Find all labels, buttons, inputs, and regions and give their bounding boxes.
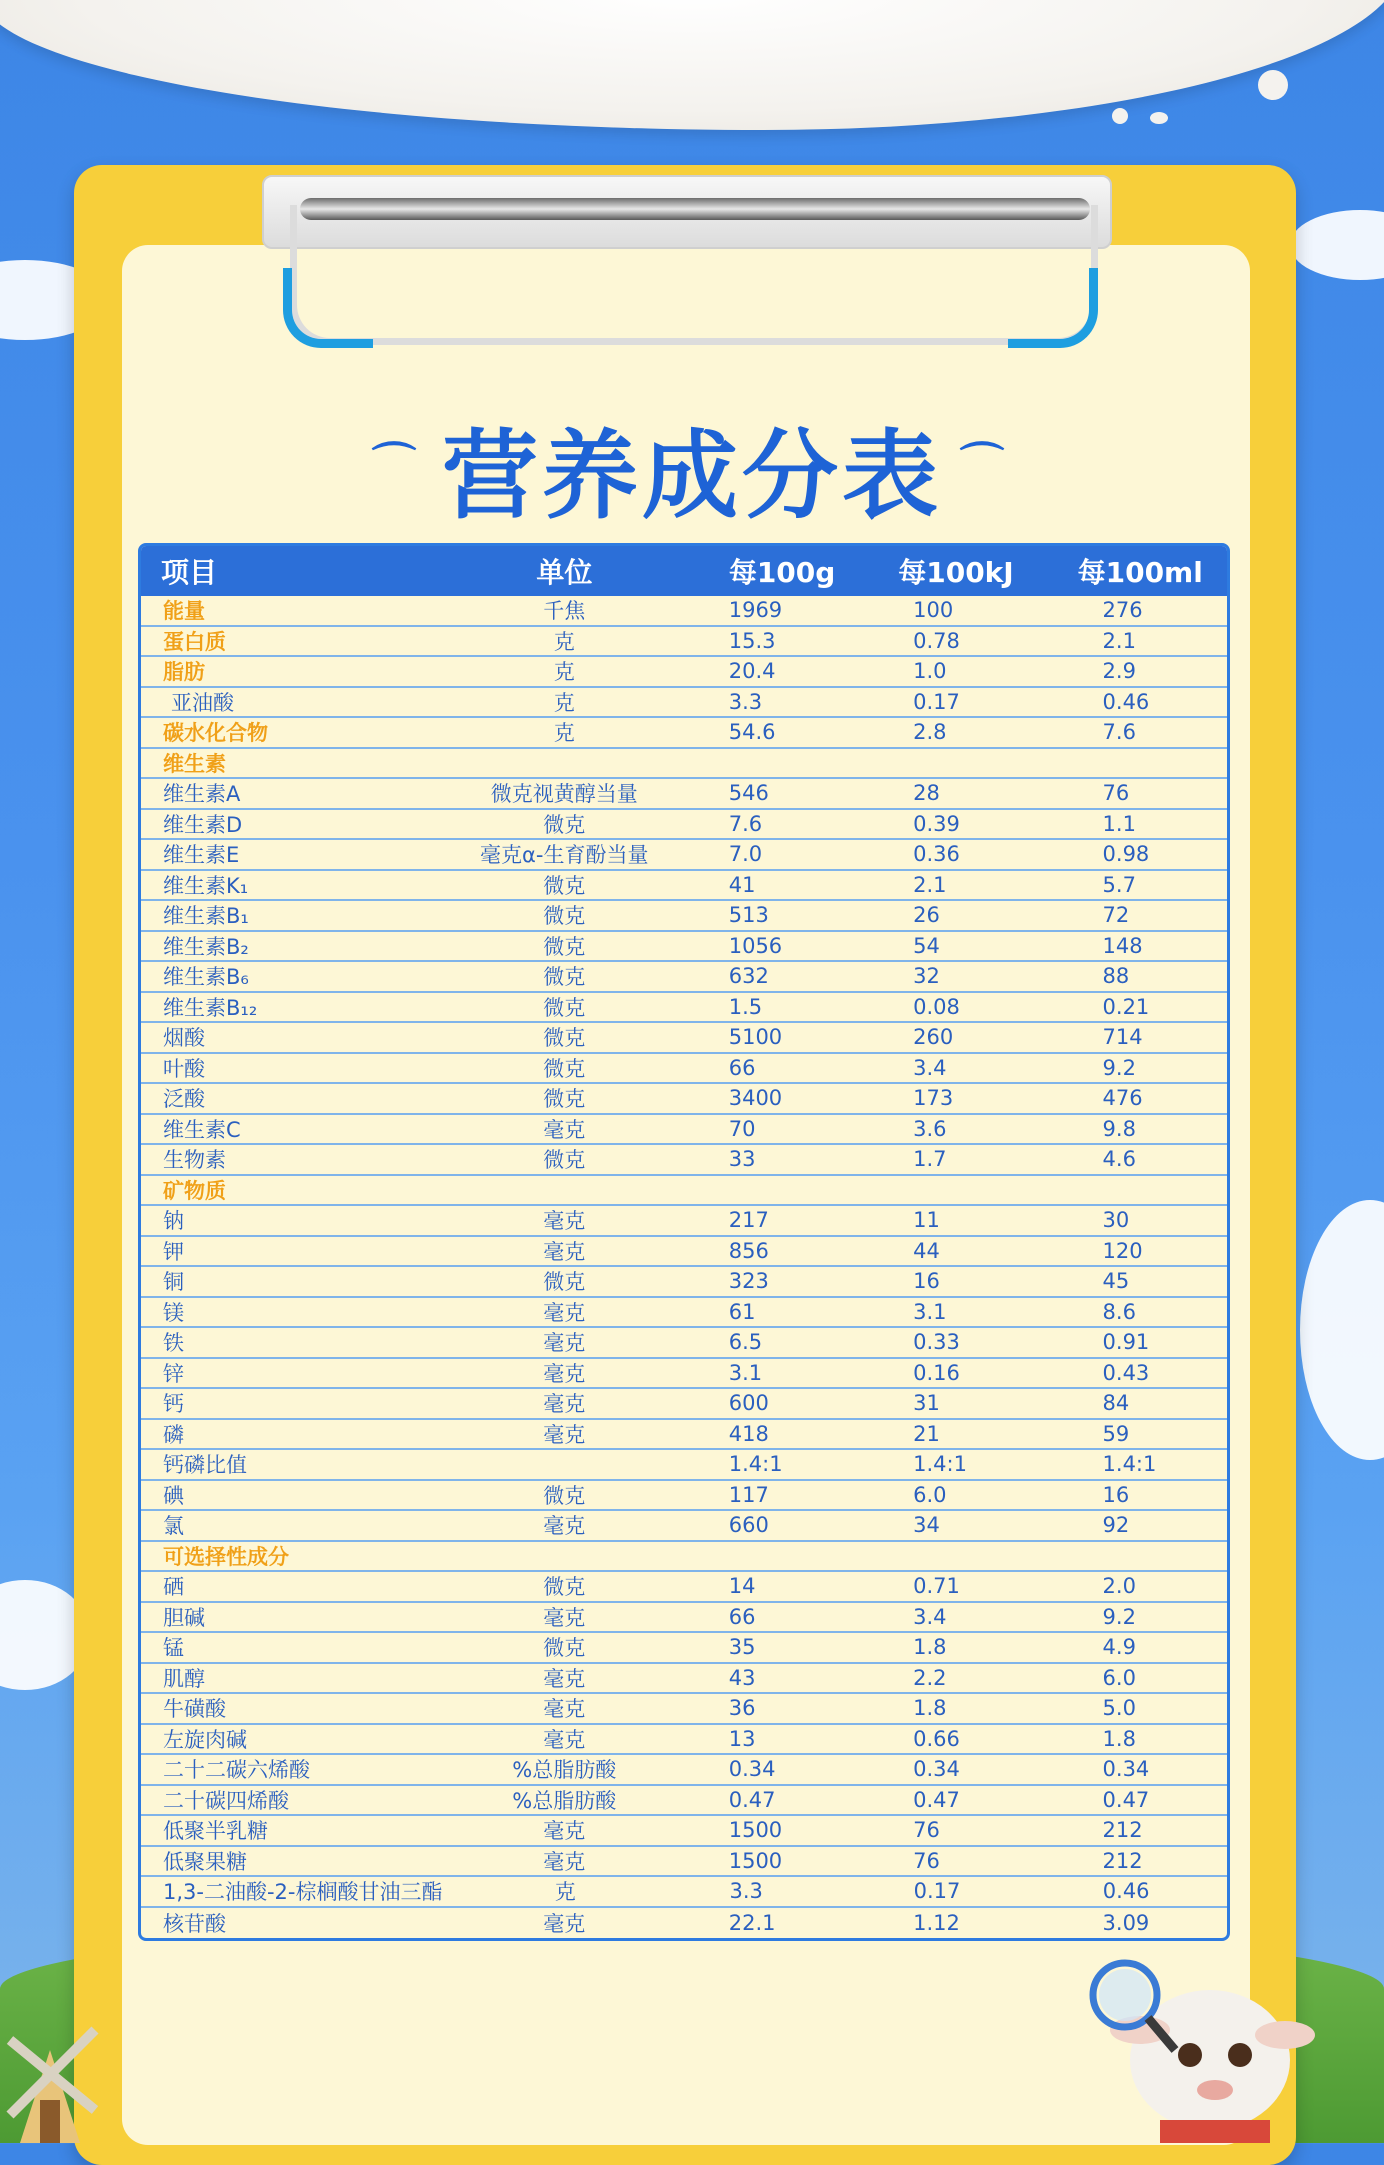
row-per100g: 33 — [728, 1147, 756, 1172]
row-item-name: 碳水化合物 — [163, 721, 268, 746]
row-item-name: 磷 — [163, 1422, 184, 1447]
row-per100ml: 3.09 — [1102, 1910, 1150, 1935]
row-unit: 毫克 — [543, 1727, 586, 1752]
row-per100ml: 1.8 — [1102, 1726, 1136, 1751]
milk-splash — [0, 0, 1384, 130]
table-row — [141, 871, 1227, 902]
row-per100kj: 16 — [913, 1269, 940, 1294]
row-per100g: 1056 — [728, 933, 783, 958]
milk-drop — [1258, 70, 1288, 100]
row-per100g: 632 — [728, 964, 769, 989]
row-per100g: 1500 — [728, 1848, 783, 1873]
table-row — [141, 1206, 1227, 1237]
row-unit: 毫克 — [543, 1331, 586, 1356]
table-row — [141, 688, 1227, 719]
row-per100kj: 54 — [913, 933, 940, 958]
row-per100kj: 0.08 — [913, 994, 960, 1019]
table-row — [141, 993, 1227, 1024]
table-row — [141, 932, 1227, 963]
row-per100ml: 9.8 — [1102, 1116, 1136, 1141]
row-per100ml: 72 — [1102, 903, 1130, 928]
row-item-name: 镁 — [163, 1300, 184, 1325]
row-unit: 毫克 — [543, 1697, 586, 1722]
row-per100ml: 212 — [1102, 1848, 1143, 1873]
row-item-name: 左旋肉碱 — [163, 1727, 247, 1752]
table-row — [141, 627, 1227, 658]
table-row — [141, 1725, 1227, 1756]
row-unit: 毫克 — [543, 1361, 586, 1386]
row-item-name: 核苷酸 — [163, 1911, 226, 1936]
row-per100kj: 1.12 — [913, 1910, 960, 1935]
row-per100kj: 28 — [913, 781, 940, 806]
table-row — [141, 1755, 1227, 1786]
row-per100g: 66 — [728, 1604, 756, 1629]
row-item-name: 低聚果糖 — [163, 1849, 247, 1874]
table-row — [141, 810, 1227, 841]
row-unit: 毫克 — [543, 1514, 586, 1539]
table-row — [141, 1359, 1227, 1390]
row-per100ml: 276 — [1102, 598, 1143, 623]
row-per100kj: 0.16 — [913, 1360, 960, 1385]
row-item-name: 可选择性成分 — [163, 1544, 289, 1569]
row-unit: 克 — [553, 690, 575, 715]
lamb-mascot-icon — [1080, 1940, 1320, 2143]
table-row — [141, 1603, 1227, 1634]
row-unit: 微克 — [543, 904, 586, 929]
row-per100g: 0.34 — [728, 1757, 776, 1782]
row-item-name: 1,3-二油酸-2-棕榈酸甘油三酯 — [163, 1880, 443, 1905]
row-item-name: 碘 — [163, 1483, 184, 1508]
row-per100g: 3.3 — [728, 689, 763, 714]
row-per100g: 0.47 — [728, 1787, 776, 1812]
row-item-name: 维生素B₁ — [163, 904, 249, 929]
table-row — [141, 1115, 1227, 1146]
row-item-name: 钙 — [163, 1392, 184, 1417]
row-per100g: 3.3 — [729, 1879, 763, 1904]
row-per100kj: 21 — [913, 1421, 940, 1446]
row-per100ml: 84 — [1102, 1391, 1130, 1416]
row-per100g: 217 — [728, 1208, 769, 1233]
row-unit: 毫克 — [543, 1392, 586, 1417]
row-item-name: 钾 — [163, 1239, 184, 1264]
row-unit: 微克 — [543, 1270, 586, 1295]
row-unit: 克 — [553, 660, 575, 685]
row-item-name: 维生素D — [163, 812, 243, 837]
row-item-name: 二十二碳六烯酸 — [163, 1758, 310, 1783]
table-row — [141, 1176, 1227, 1207]
row-per100ml: 0.34 — [1102, 1757, 1150, 1782]
row-per100kj: 2.2 — [913, 1665, 947, 1690]
row-unit: 微克 — [543, 995, 586, 1020]
row-per100g: 41 — [728, 872, 756, 897]
table-row — [141, 749, 1227, 780]
col-header-item: 项目 — [161, 556, 218, 589]
table-row — [141, 901, 1227, 932]
table-row — [141, 1267, 1227, 1298]
table-row — [141, 1694, 1227, 1725]
row-per100ml: 6.0 — [1102, 1665, 1136, 1690]
row-per100kj: 1.8 — [913, 1635, 947, 1660]
row-per100ml: 120 — [1102, 1238, 1143, 1263]
table-row — [141, 1847, 1227, 1878]
row-per100kj: 100 — [913, 598, 954, 623]
row-per100ml: 0.98 — [1102, 842, 1150, 867]
row-item-name: 铁 — [163, 1331, 184, 1356]
clip-wire — [290, 205, 1098, 345]
table-row — [141, 1389, 1227, 1420]
row-per100kj: 0.36 — [913, 842, 960, 867]
row-unit: 微克 — [543, 965, 586, 990]
table-row — [141, 1237, 1227, 1268]
table-row — [141, 1481, 1227, 1512]
row-item-name: 钠 — [163, 1209, 184, 1234]
row-per100ml: 7.6 — [1102, 720, 1136, 745]
row-per100ml: 9.2 — [1102, 1604, 1136, 1629]
row-unit: 微克 — [543, 873, 586, 898]
row-per100g: 14 — [728, 1574, 756, 1599]
table-row — [141, 1572, 1227, 1603]
table-row — [141, 1054, 1227, 1085]
row-item-name: 叶酸 — [163, 1056, 205, 1081]
row-per100g: 1.4:1 — [728, 1452, 783, 1477]
row-unit: 毫克 — [543, 1117, 586, 1142]
row-unit: 克 — [553, 629, 575, 654]
table-row — [141, 1084, 1227, 1115]
row-item-name: 亚油酸 — [171, 690, 234, 715]
row-per100kj: 2.8 — [913, 720, 947, 745]
row-item-name: 维生素A — [163, 782, 241, 807]
row-per100kj: 0.78 — [913, 628, 960, 653]
table-row — [141, 962, 1227, 993]
table-row — [141, 1450, 1227, 1481]
row-per100kj: 1.8 — [913, 1696, 947, 1721]
row-per100kj: 76 — [913, 1818, 940, 1843]
table-row — [141, 1328, 1227, 1359]
row-per100ml: 92 — [1102, 1513, 1130, 1538]
row-unit: 微克 — [543, 1636, 586, 1661]
table-row — [141, 1633, 1227, 1664]
row-unit: 微克 — [543, 1087, 586, 1112]
nutrition-table — [138, 543, 1230, 1941]
row-per100ml: 2.0 — [1102, 1574, 1136, 1599]
row-unit: 克 — [553, 721, 575, 746]
row-item-name: 锰 — [163, 1636, 184, 1661]
col-header-per100g: 每100g — [728, 556, 836, 589]
row-per100ml: 59 — [1102, 1421, 1130, 1446]
row-per100ml: 4.6 — [1102, 1147, 1136, 1172]
row-unit: 微克 — [543, 1483, 586, 1508]
row-per100kj: 0.17 — [913, 689, 960, 714]
row-item-name: 低聚半乳糖 — [163, 1819, 268, 1844]
row-per100ml: 30 — [1102, 1208, 1130, 1233]
row-item-name: 能量 — [163, 599, 205, 624]
row-per100g: 20.4 — [728, 659, 776, 684]
row-unit: 毫克 — [543, 1239, 586, 1264]
row-unit: 微克 — [543, 1148, 586, 1173]
clip-end-left — [283, 268, 373, 348]
splash-right-icon: ⌒ — [960, 439, 1004, 490]
row-per100ml: 4.9 — [1102, 1635, 1136, 1660]
table-row — [141, 1298, 1227, 1329]
row-per100ml: 1.4:1 — [1102, 1452, 1157, 1477]
row-item-name: 烟酸 — [163, 1026, 205, 1051]
row-item-name: 维生素C — [163, 1117, 241, 1142]
table-row — [141, 1511, 1227, 1542]
row-per100kj: 3.6 — [913, 1116, 947, 1141]
row-per100g: 61 — [728, 1299, 756, 1324]
row-per100ml: 2.1 — [1102, 628, 1136, 653]
row-per100ml: 88 — [1102, 964, 1130, 989]
milk-drop — [1112, 108, 1128, 124]
row-per100ml: 76 — [1102, 781, 1130, 806]
row-per100ml: 0.46 — [1102, 689, 1150, 714]
row-unit: 毫克 — [543, 1849, 586, 1874]
row-per100g: 66 — [728, 1055, 756, 1080]
cloud-right-top — [1290, 210, 1384, 280]
row-unit: 微克 — [543, 1056, 586, 1081]
table-row — [141, 1420, 1227, 1451]
table-row — [141, 1664, 1227, 1695]
row-per100g: 36 — [728, 1696, 756, 1721]
row-item-name: 二十碳四烯酸 — [163, 1788, 289, 1813]
row-unit: 毫克 — [543, 1300, 586, 1325]
row-per100kj: 0.17 — [913, 1879, 961, 1904]
row-item-name: 铜 — [163, 1270, 184, 1295]
row-unit: 微克 — [543, 1575, 586, 1600]
row-per100g: 13 — [728, 1726, 756, 1751]
row-unit: 毫克 — [543, 1911, 586, 1936]
row-per100kj: 173 — [913, 1086, 954, 1111]
title-block — [372, 408, 1012, 532]
col-header-per100ml: 每100ml — [1077, 556, 1203, 589]
row-per100ml: 0.46 — [1102, 1879, 1150, 1904]
row-per100ml: 212 — [1102, 1818, 1143, 1843]
row-per100kj: 2.1 — [913, 872, 947, 897]
row-per100g: 7.6 — [728, 811, 763, 836]
table-row — [141, 1908, 1227, 1939]
row-per100g: 1.5 — [728, 994, 763, 1019]
row-per100g: 3.1 — [728, 1360, 763, 1385]
table-row — [141, 718, 1227, 749]
table-row — [141, 1786, 1227, 1817]
row-item-name: 维生素E — [163, 843, 240, 868]
row-per100g: 418 — [728, 1421, 769, 1446]
row-per100ml: 2.9 — [1102, 659, 1136, 684]
row-item-name: 硒 — [163, 1575, 184, 1600]
page-title: 营养成分表 — [442, 419, 942, 532]
row-item-name: 锌 — [163, 1361, 184, 1386]
row-item-name: 维生素K₁ — [163, 873, 249, 898]
row-item-name: 维生素B₆ — [163, 965, 249, 990]
col-header-per100kj: 每100kJ — [898, 556, 1014, 589]
table-row — [141, 1145, 1227, 1176]
row-per100ml: 8.6 — [1102, 1299, 1136, 1324]
row-per100kj: 11 — [913, 1208, 940, 1233]
row-item-name: 维生素B₂ — [163, 934, 249, 959]
row-per100g: 3400 — [728, 1086, 783, 1111]
col-header-unit: 单位 — [536, 556, 593, 589]
row-per100kj: 1.0 — [913, 659, 947, 684]
table-row — [141, 779, 1227, 810]
row-per100g: 660 — [728, 1513, 769, 1538]
row-per100kj: 0.47 — [913, 1787, 960, 1812]
row-unit: 毫克 — [543, 1422, 586, 1447]
row-per100kj: 1.7 — [913, 1147, 947, 1172]
row-item-name: 泛酸 — [163, 1087, 205, 1112]
row-item-name: 牛磺酸 — [163, 1697, 226, 1722]
row-per100ml: 714 — [1102, 1025, 1143, 1050]
row-per100ml: 0.47 — [1102, 1787, 1150, 1812]
row-per100ml: 5.0 — [1102, 1696, 1136, 1721]
row-unit: 微克 — [543, 1026, 586, 1051]
row-unit: %总脂肪酸 — [512, 1758, 617, 1783]
row-per100ml: 476 — [1102, 1086, 1143, 1111]
row-unit: 毫克 — [543, 1666, 586, 1691]
row-per100ml: 0.43 — [1102, 1360, 1150, 1385]
table-row — [141, 596, 1227, 627]
row-per100g: 54.6 — [728, 720, 776, 745]
row-per100g: 35 — [728, 1635, 756, 1660]
row-per100kj: 32 — [913, 964, 940, 989]
row-item-name: 氯 — [163, 1514, 184, 1539]
row-per100kj: 1.4:1 — [913, 1452, 967, 1477]
row-per100kj: 260 — [913, 1025, 954, 1050]
row-per100g: 1969 — [728, 598, 783, 623]
row-per100kj: 0.71 — [913, 1574, 960, 1599]
splash-left-icon: ⌒ — [372, 439, 416, 490]
table-body — [141, 596, 1227, 1938]
row-item-name: 胆碱 — [163, 1605, 205, 1630]
row-item-name: 脂肪 — [163, 660, 205, 685]
row-per100kj: 44 — [913, 1238, 940, 1263]
row-unit: 微克 — [543, 812, 586, 837]
row-unit: %总脂肪酸 — [512, 1788, 617, 1813]
table-row — [141, 1816, 1227, 1847]
row-unit: 毫克 — [543, 1209, 586, 1234]
row-item-name: 维生素B₁₂ — [163, 995, 258, 1020]
row-item-name: 矿物质 — [163, 1178, 226, 1203]
row-per100g: 1500 — [728, 1818, 783, 1843]
table-row — [141, 1023, 1227, 1054]
row-per100kj: 0.33 — [913, 1330, 960, 1355]
clip-end-right — [1008, 268, 1098, 348]
table-row — [141, 840, 1227, 871]
row-per100kj: 76 — [913, 1848, 940, 1873]
row-per100g: 15.3 — [728, 628, 776, 653]
row-per100kj: 31 — [913, 1391, 940, 1416]
row-per100g: 43 — [728, 1665, 756, 1690]
row-unit: 微克视黄醇当量 — [490, 782, 638, 807]
row-per100g: 7.0 — [728, 842, 763, 867]
row-unit: 毫克α-生育酚当量 — [480, 843, 649, 868]
row-unit: 千焦 — [543, 599, 586, 624]
row-unit: 毫克 — [543, 1819, 586, 1844]
row-per100kj: 6.0 — [913, 1482, 947, 1507]
row-per100g: 117 — [728, 1482, 769, 1507]
row-per100g: 513 — [728, 903, 769, 928]
row-per100kj: 0.66 — [913, 1726, 960, 1751]
row-item-name: 生物素 — [163, 1148, 226, 1173]
row-item-name: 钙磷比值 — [163, 1453, 247, 1478]
row-per100kj: 0.39 — [913, 811, 960, 836]
row-per100kj: 3.4 — [913, 1604, 947, 1629]
table-row — [141, 1877, 1227, 1908]
row-per100kj: 26 — [913, 903, 940, 928]
windmill-icon — [0, 1990, 110, 2143]
row-item-name: 维生素 — [163, 751, 226, 776]
row-per100ml: 0.91 — [1102, 1330, 1150, 1355]
table-header — [141, 546, 1227, 596]
row-per100ml: 9.2 — [1102, 1055, 1136, 1080]
row-unit: 微克 — [543, 934, 586, 959]
milk-drop — [1150, 112, 1168, 124]
row-per100kj: 3.4 — [913, 1055, 947, 1080]
row-per100g: 6.5 — [728, 1330, 763, 1355]
row-item-name: 肌醇 — [163, 1666, 205, 1691]
row-per100ml: 5.7 — [1102, 872, 1136, 897]
cloud-right-mid — [1300, 1200, 1384, 1460]
row-per100ml: 1.1 — [1102, 811, 1136, 836]
row-per100ml: 16 — [1102, 1482, 1130, 1507]
row-per100ml: 0.21 — [1102, 994, 1150, 1019]
row-per100g: 323 — [728, 1269, 769, 1294]
row-per100ml: 148 — [1102, 933, 1143, 958]
table-row — [141, 1542, 1227, 1573]
row-per100g: 856 — [728, 1238, 769, 1263]
row-per100kj: 0.34 — [913, 1757, 960, 1782]
row-unit: 毫克 — [543, 1605, 586, 1630]
row-per100g: 70 — [728, 1116, 756, 1141]
row-per100ml: 45 — [1102, 1269, 1130, 1294]
row-item-name: 蛋白质 — [163, 629, 226, 654]
row-per100g: 600 — [728, 1391, 769, 1416]
table-row — [141, 657, 1227, 688]
row-per100g: 546 — [728, 781, 769, 806]
row-per100g: 22.1 — [728, 1910, 776, 1935]
row-unit: 克 — [554, 1880, 576, 1905]
row-per100g: 5100 — [728, 1025, 783, 1050]
row-per100kj: 3.1 — [913, 1299, 947, 1324]
row-per100kj: 34 — [913, 1513, 940, 1538]
